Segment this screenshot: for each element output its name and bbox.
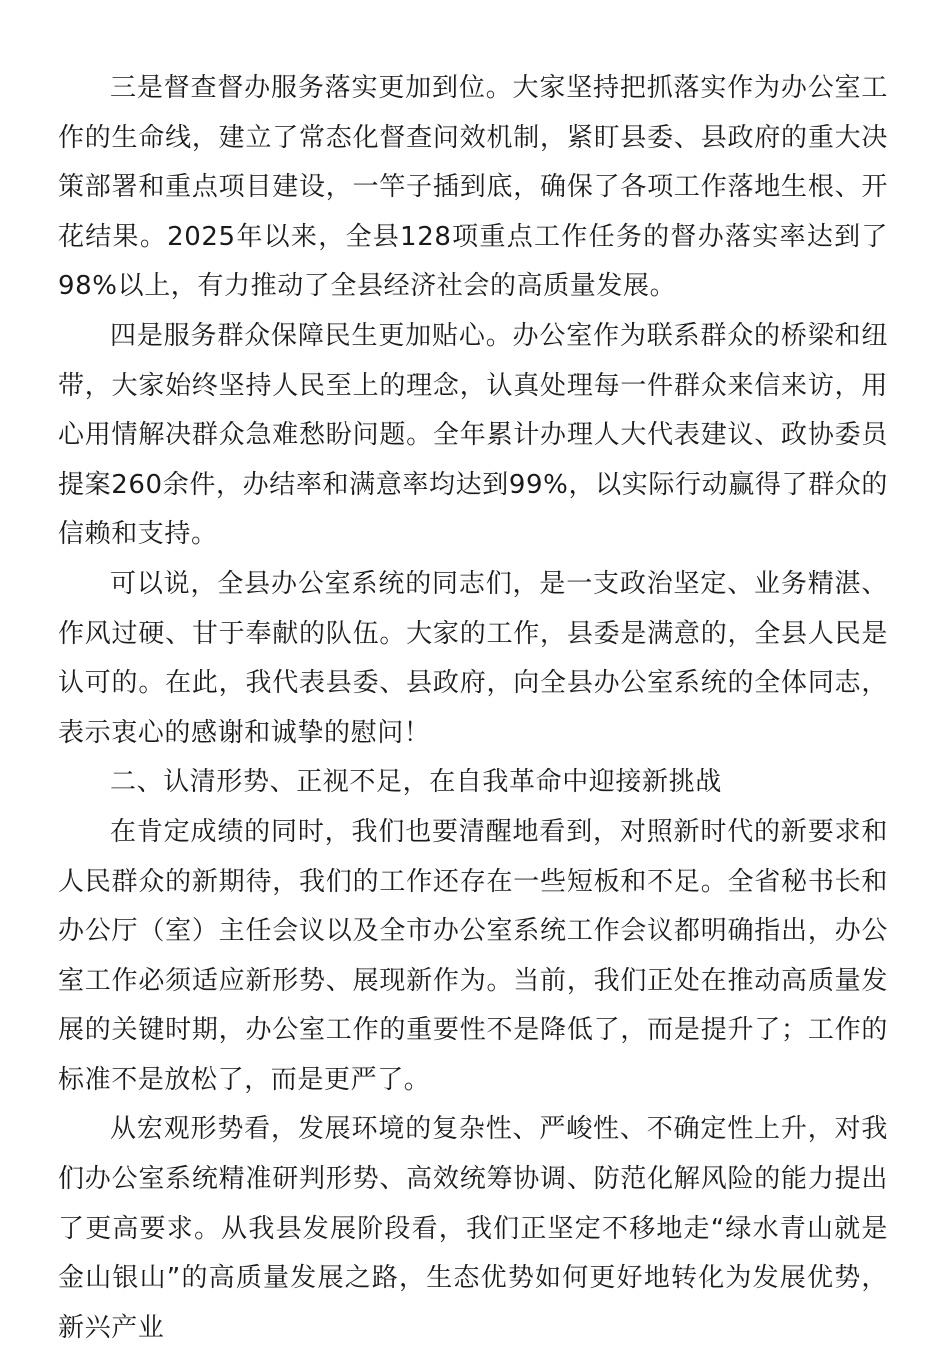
section-heading: 二、认清形势、正视不足，在自我革命中迎接新挑战: [110, 767, 722, 798]
paragraph-summary: 可以说，全县办公室系统的同志们，是一支政治坚定、业务精湛、作风过硬、甘于奉献的队伍。大家的工作，县委是满意的，全县人民是认可的。在此，我代表县委、县政府，向全县办公室系统的全体同志，表示衷心的感谢和诚挚的慰问！: [58, 568, 888, 748]
paragraph-public-service: 四是服务群众保障民生更加贴心。办公室作为联系群众的桥梁和纽带，大家始终坚持人民至上的理念，认真处理每一件群众来信来访，用心用情解决群众急难愁盼问题。全年累计办理人大代表建议、政协委员提案260余件，办结率和满意率均达到99%，以实际行动赢得了群众的信赖和支持。: [58, 320, 888, 550]
paragraph-shortcomings: 在肯定成绩的同时，我们也要清醒地看到，对照新时代的新要求和人民群众的新期待，我们的工作还存在一些短板和不足。全省秘书长和办公厅（室）主任会议以及全市办公室系统工作会议都明确指出，办公室工作必须适应新形势、展现新作为。当前，我们正处在推动高质量发展的关键时期，办公室工作的重要性不是降低了，而是提升了；工作的标准不是放松了，而是更严了。: [58, 816, 888, 1095]
paragraph-supervision: 三是督查督办服务落实更加到位。大家坚持把抓落实作为办公室工作的生命线，建立了常态化督查问效机制，紧盯县委、县政府的重大决策部署和重点项目建设，一竿子插到底，确保了各项工作落地生根、开花结果。2025年以来，全县128项重点工作任务的督办落实率达到了98%以上，有力推动了全县经济社会的高质量发展。: [58, 73, 888, 302]
document-body: [58, 64, 888, 1353]
paragraph-macro-situation: 从宏观形势看，发展环境的复杂性、严峻性、不确定性上升，对我们办公室系统精准研判形势、高效统筹协调、防范化解风险的能力提出了更高要求。从我县发展阶段看，我们正坚定不移地走“绿水青山就是金山银山”的高质量发展之路，生态优势如何更好地转化为发展优势，新兴产业: [58, 1114, 888, 1343]
